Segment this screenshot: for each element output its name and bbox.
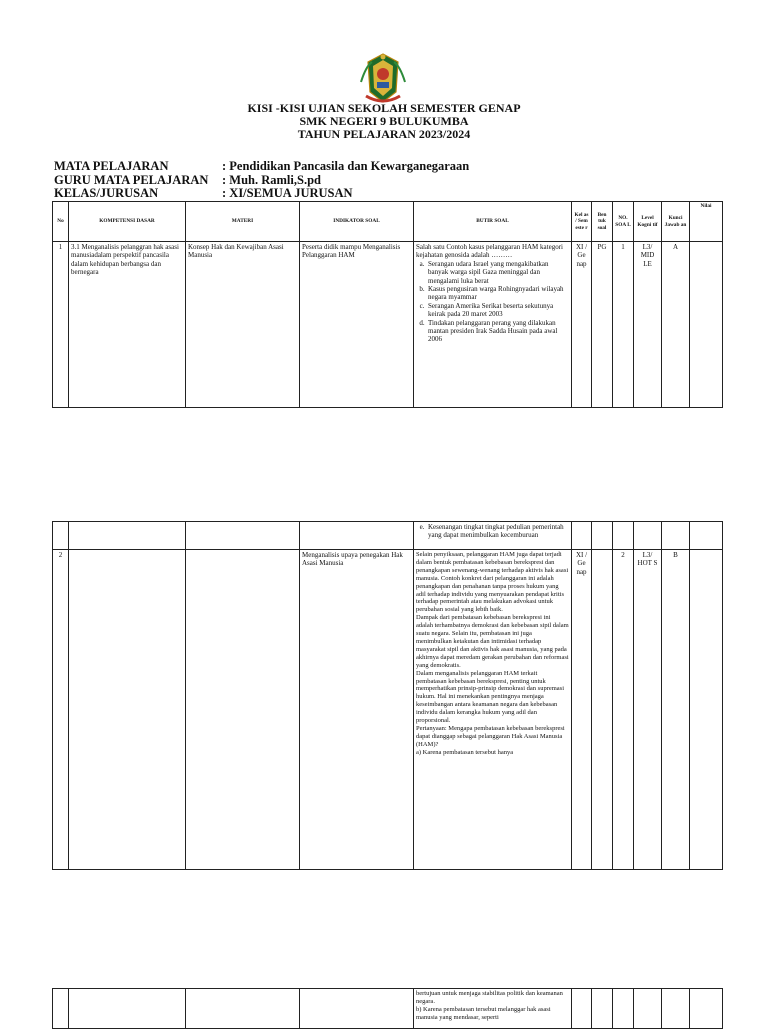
list-item [416, 523, 569, 540]
row1-cont-options [416, 523, 569, 540]
cont-no-cell [53, 522, 69, 550]
row1-kelas: XI / Ge nap [572, 242, 592, 408]
col-header-nilai: Nilai [690, 202, 723, 242]
row1-indikator: Peserta didik mampu Menganalisis Pelanggaran HAM [300, 242, 414, 408]
row2-materi [186, 550, 300, 870]
row2-nilai [690, 550, 723, 870]
cont-bentuk-cell [592, 522, 613, 550]
list-item [416, 260, 569, 285]
cont-materi-cell [186, 522, 300, 550]
row2-butir: Selain penyiksaan, pelanggaran HAM juga dapat terjadi dalam bentuk pembatasan kebebasan berekspresi dan penangkapan sewenang-wenang terhadap aktivis hak asasi manusia. Contoh konkret dari pelanggaran ini adalah penangkapan dan penahanan tanpa proses hukum yang adil terhadap individu yang menyuarakan pendapat kritis terhadap pemerintah atau melakukan advokasi untuk perubahan sosial yang lebih baik. Dampak dari pembatasan kebebasan berekspresi ini adalah terhambatnya demokrasi dan kebebasan sipil dalam suatu negara. Selain itu, pembatasan ini juga menimbulkan ketakutan dan intimidasi terhadap masyarakat sipil dan aktivis hak asasi manusia, yang pada akhirnya dapat meredam gerakan perubahan dan reformasi yang demokratis. Dalam menganalisis pelanggaran HAM terkait pembatasan kebebasan berekspresi, penting untuk memperhatikan prinsip-prinsip demokrasi dan supremasi hukum. Hal ini menekankan pentingnya menjaga keseimbangan antara keamanan negara dan kebebasan individu dalam kerangka hukum yang adil dan proporsional. Pertanyaan: Mengapa pembatasan kebebasan berekspresi dapat dianggap sebagai pelanggaran Hak Asasi Manusia (HAM)? a) Karena pembatasan tersebut hanya [414, 550, 572, 870]
p3-materi-cell [186, 989, 300, 1029]
row1-nilai [690, 242, 723, 408]
p3-kunci-cell [662, 989, 690, 1029]
row1-level: L3/ MID LE [634, 242, 662, 408]
row1-kd: 3.1 Menganalisis pelanggran hak asasi manusiadalam perspektif pancasila dalam kehidupan berbangsa dan bernegara [69, 242, 186, 408]
col-header-materi: MATERI [186, 202, 300, 242]
p3-bentuk-cell [592, 989, 613, 1029]
p3-level-cell [634, 989, 662, 1029]
col-header-bentuk: Ben tuk soal [592, 202, 613, 242]
col-header-kd: KOMPETENSI DASAR [69, 202, 186, 242]
p3-no-cell [53, 989, 69, 1029]
meta-class-label: KELAS/JURUSAN [54, 186, 159, 200]
option-e-text: Kesenangan tingkat tingkat pedulian pemerintah yang dapat menimbulkan kecemburuan [428, 523, 564, 540]
meta-teacher-label: GURU MATA PELAJARAN [54, 172, 209, 187]
row2-bentuk [592, 550, 613, 870]
row1-butir [414, 242, 572, 408]
meta-subject-label: MATA PELAJARAN [54, 159, 169, 173]
table-row [53, 242, 723, 408]
document-meta [54, 160, 469, 201]
p3-kelas-cell [572, 989, 592, 1029]
list-item [416, 319, 569, 344]
row2-kd [69, 550, 186, 870]
col-header-kelas: Kel as / Sem este r [572, 202, 592, 242]
meta-teacher-row [54, 174, 469, 188]
row2-no: 2 [53, 550, 69, 870]
row1-cont-butir [414, 522, 572, 550]
kisi-table-page3 [52, 988, 723, 1029]
table-row [53, 550, 723, 870]
option-d-letter: d. [419, 318, 425, 327]
meta-teacher-value: : Muh. Ramli,S.pd [222, 172, 321, 187]
cont-indikator-cell [300, 522, 414, 550]
col-header-level: Level Kogni tif [634, 202, 662, 242]
cont-kelas-cell [572, 522, 592, 550]
list-item [416, 285, 569, 302]
meta-class-row [54, 187, 469, 201]
option-a-letter: a. [419, 259, 425, 268]
row2-kunci: B [662, 550, 690, 870]
option-a-text: Serangan udara Israel yang mengakibatkan banyak warga sipil Gaza meninggal dan mengalami luka berat [428, 259, 549, 285]
p3-kd-cell [69, 989, 186, 1029]
p3-nosoal-cell [613, 989, 634, 1029]
school-emblem-logo [358, 52, 408, 106]
cont-kunci-cell [662, 522, 690, 550]
option-b-letter: b. [419, 285, 425, 294]
row2-cont-butir: bertujuan untuk menjaga stabilitas politik dan keamanan negara. b) Karena pembatasan tersebut melanggar hak asasi manusia yang mendasar, seperti [414, 989, 572, 1029]
option-c-letter: c. [419, 301, 425, 310]
p3-nilai-cell [690, 989, 723, 1029]
table-row [53, 522, 723, 550]
option-d-text: Tindakan pelanggaran perang yang dilakukan mantan presiden Irak Sadda Husain pada awal 2006 [428, 318, 558, 344]
option-c-text: Serangan Amerika Serikat beserta sekutunya keirak pada 20 maret 2003 [428, 301, 554, 319]
row1-bentuk: PG [592, 242, 613, 408]
row1-options [416, 260, 569, 344]
document-header [0, 102, 768, 141]
header-school: SMK NEGERI 9 BULUKUMBA [299, 114, 469, 128]
row1-no: 1 [53, 242, 69, 408]
table-row [53, 989, 723, 1029]
col-header-nosoal: NO. SOA L [613, 202, 634, 242]
row2-kelas: XI / Ge nap [572, 550, 592, 870]
col-header-indikator: INDIKATOR SOAL [300, 202, 414, 242]
row1-question: Salah satu Contoh kasus pelanggaran HAM kategori kejahatan genosida adalah ……… [416, 243, 563, 260]
header-year: TAHUN PELAJARAN 2023/2024 [297, 127, 471, 141]
row1-materi: Konsep Hak dan Kewajiban Asasi Manusia [186, 242, 300, 408]
header-title: KISI -KISI UJIAN SEKOLAH SEMESTER GENAP [247, 101, 521, 115]
cont-level-cell [634, 522, 662, 550]
row2-indikator: Menganalisis upaya penegakan Hak Asasi Manusia [300, 550, 414, 870]
meta-subject-row [54, 160, 469, 174]
kisi-table-page2 [52, 521, 723, 870]
row2-level: L3/ HOT S [634, 550, 662, 870]
cont-nilai-cell [690, 522, 723, 550]
kisi-table-page1 [52, 201, 723, 408]
row2-nosoal: 2 [613, 550, 634, 870]
cont-kd-cell [69, 522, 186, 550]
col-header-no: No [53, 202, 69, 242]
table-header-row [53, 202, 723, 242]
option-e-letter: e. [419, 523, 425, 531]
meta-class-value: : XI/SEMUA JURUSAN [222, 186, 353, 200]
list-item [416, 302, 569, 319]
meta-subject-value: : Pendidikan Pancasila dan Kewarganegaraan [222, 159, 470, 173]
option-b-text: Kasus pengusiran warga Rohingnyadari wilayah negara myammar [428, 285, 564, 302]
row1-kunci: A [662, 242, 690, 408]
col-header-kunci: Kunci Jawab an [662, 202, 690, 242]
cont-nosoal-cell [613, 522, 634, 550]
p3-indikator-cell [300, 989, 414, 1029]
col-header-butir: BUTIR SOAL [414, 202, 572, 242]
row1-nosoal: 1 [613, 242, 634, 408]
